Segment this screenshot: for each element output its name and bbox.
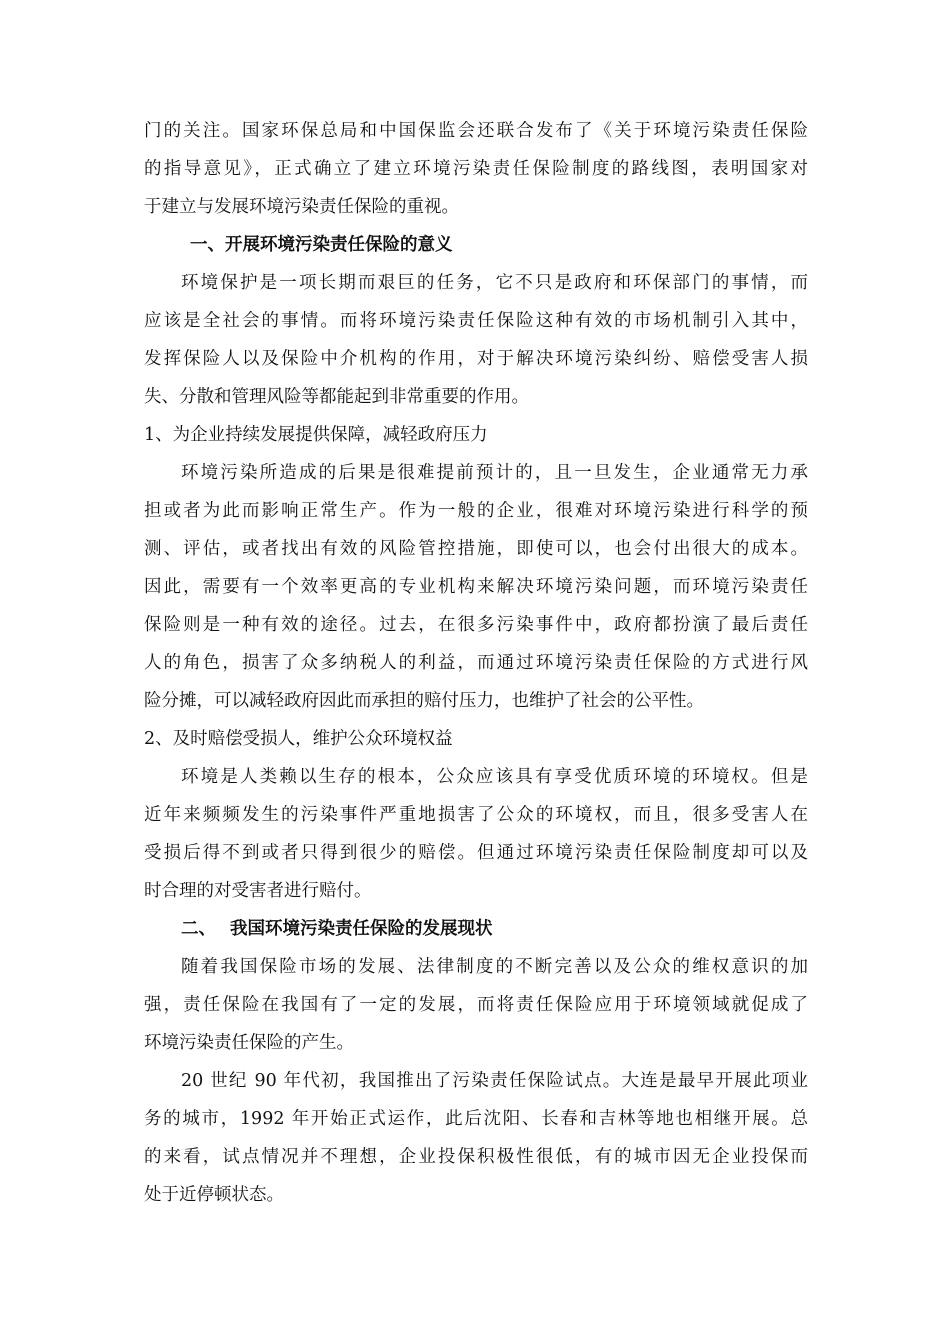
text-line: 人的角色，损害了众多纳税人的利益，而通过环境污染责任保险的方式进行风 xyxy=(144,653,808,673)
section-number: 二、 xyxy=(181,919,216,939)
section1-paragraph xyxy=(144,264,808,416)
text-line: 环境保护是一项长期而艰巨的任务，它不只是政府和环保部门的事情，而 xyxy=(181,273,808,293)
subsection2-paragraph xyxy=(144,758,808,910)
text-line: 失、分散和管理风险等都能起到非常重要的作用。 xyxy=(144,387,529,407)
section-heading-1: 一、开展环境污染责任保险的意义 xyxy=(190,235,453,255)
text-line: 强，责任保险在我国有了一定的发展，而将责任保险应用于环境领域就促成了 xyxy=(144,995,808,1015)
text-line: 门的关注。国家环保总局和中国保监会还联合发布了《关于环境污染责任保险 xyxy=(144,121,808,141)
text-line: 于建立与发展环境污染责任保险的重视。 xyxy=(144,197,459,217)
text-line: 担或者为此而影响正常生产。作为一般的企业，很难对环境污染进行科学的预 xyxy=(144,501,808,521)
text-line: 测、评估，或者找出有效的风险管控措施，即使可以，也会付出很大的成本。 xyxy=(144,539,808,559)
text-line: 应该是全社会的事情。而将环境污染责任保险这种有效的市场机制引入其中， xyxy=(144,311,808,331)
text-line: 环境污染责任保险的产生。 xyxy=(144,1033,354,1053)
subsection1-paragraph xyxy=(144,454,808,720)
document-body xyxy=(144,112,808,1214)
text-line: 保险则是一种有效的途径。过去，在很多污染事件中，政府都扮演了最后责任 xyxy=(144,615,808,635)
subsection-heading-2: 2、及时赔偿受损人，维护公众环境权益 xyxy=(144,729,453,749)
section-heading-2 xyxy=(144,910,808,948)
text-line: 险分摊，可以减轻政府因此而承担的赔付压力，也维护了社会的公平性。 xyxy=(144,691,704,711)
text-line: 时合理的对受害者进行赔付。 xyxy=(144,881,372,901)
text-line: 的来看，试点情况并不理想，企业投保积极性很低，有的城市因无企业投保而 xyxy=(144,1147,808,1167)
section2-paragraph-2 xyxy=(144,1062,808,1214)
text-line: 受损后得不到或者只得到很少的赔偿。但通过环境污染责任保险制度却可以及 xyxy=(144,843,808,863)
subsection-heading-1: 1、为企业持续发展提供保障，减轻政府压力 xyxy=(144,425,488,445)
text-line: 务的城市，1992 年开始正式运作，此后沈阳、长春和吉林等地也相继开展。总 xyxy=(144,1109,808,1129)
text-line: 近年来频频发生的污染事件严重地损害了公众的环境权，而且，很多受害人在 xyxy=(144,805,808,825)
section-title: 我国环境污染责任保险的发展现状 xyxy=(230,919,493,939)
section2-paragraph-1 xyxy=(144,948,808,1062)
text-line: 环境是人类赖以生存的根本，公众应该具有享受优质环境的环境权。但是 xyxy=(181,767,808,787)
text-line: 20 世纪 90 年代初，我国推出了污染责任保险试点。大连是最早开展此项业 xyxy=(181,1071,808,1091)
text-line: 的指导意见》，正式确立了建立环境污染责任保险制度的路线图，表明国家对 xyxy=(144,159,808,179)
intro-paragraph xyxy=(144,112,808,226)
text-line: 处于近停顿状态。 xyxy=(144,1185,284,1205)
text-line: 环境污染所造成的后果是很难提前预计的，且一旦发生，企业通常无力承 xyxy=(181,463,808,483)
text-line: 因此，需要有一个效率更高的专业机构来解决环境污染问题，而环境污染责任 xyxy=(144,577,808,597)
text-line: 发挥保险人以及保险中介机构的作用，对于解决环境污染纠纷、赔偿受害人损 xyxy=(144,349,808,369)
text-line: 随着我国保险市场的发展、法律制度的不断完善以及公众的维权意识的加 xyxy=(181,957,808,977)
